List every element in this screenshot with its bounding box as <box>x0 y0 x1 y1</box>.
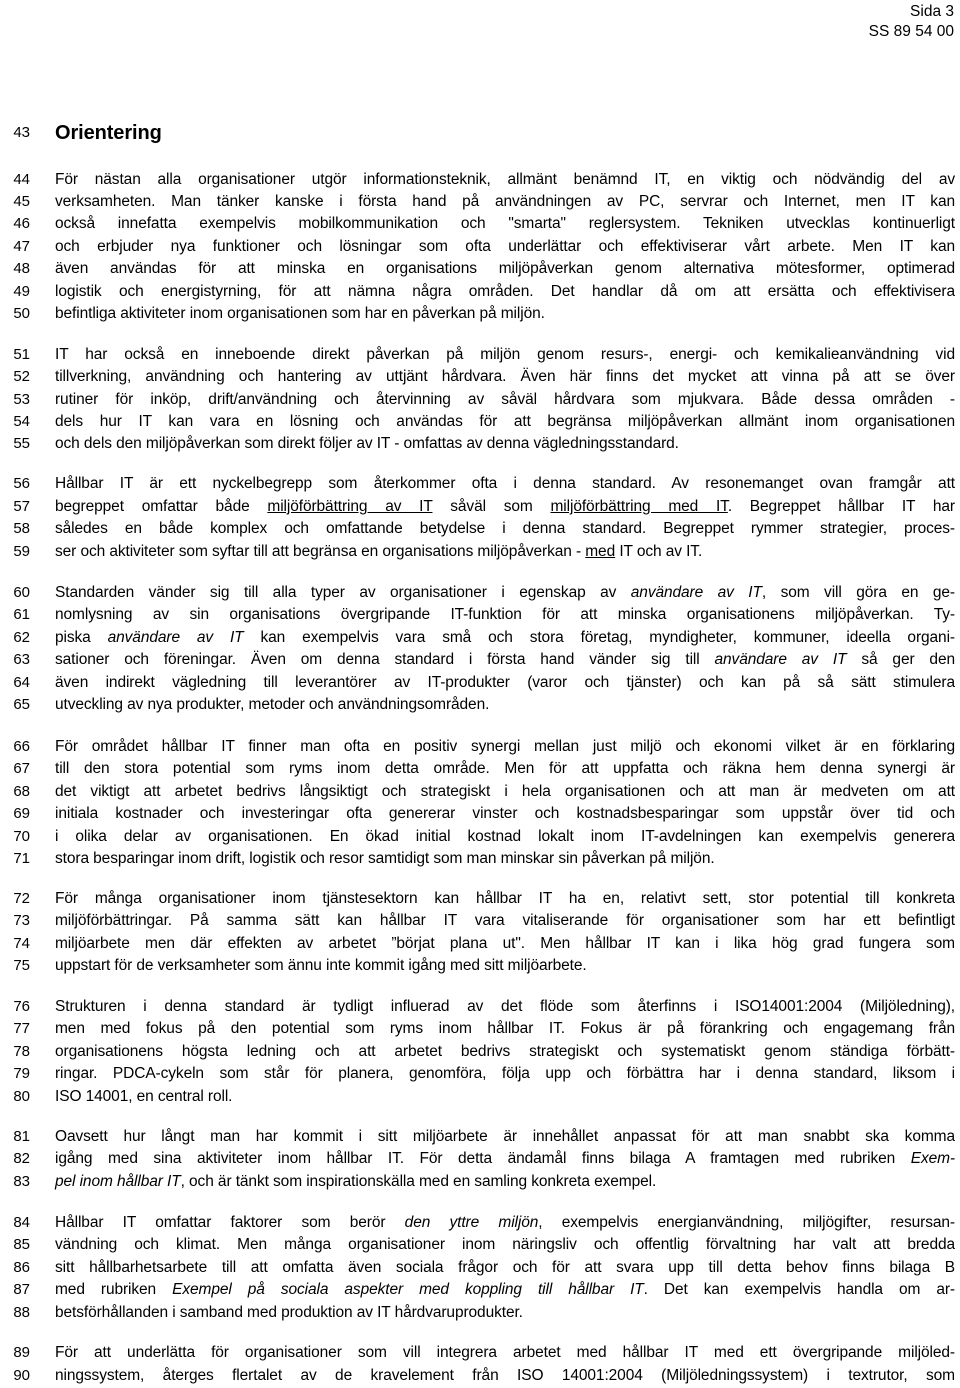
line-text: till den stora potential som ryms inom detta område. Men för att uppfatta och räkna hem denna synergi är <box>55 760 955 777</box>
line-text: pel inom hållbar IT, och är tänkt som inspirationskälla med en samling konkreta exempel. <box>55 1173 657 1190</box>
line-number: 58 <box>13 520 30 537</box>
line-text: med rubriken Exempel på sociala aspekter med koppling till hållbar IT. Det kan exempelvis handla om ar- <box>55 1281 955 1298</box>
line-number: 54 <box>13 413 30 430</box>
page-number: Sida 3 <box>910 3 954 20</box>
line-text: i olika delar av organisationen. En ökad initial kostnad lokalt inom IT-avdelningen kan exempelvis generera <box>55 828 955 845</box>
line-text: igång med sina aktiviteter inom hållbar IT. För detta ändamål finns bilaga A framtagen med rubriken Exem- <box>55 1150 955 1167</box>
line-text: men med fokus på den potential som ryms inom hållbar IT. Fokus är på förankring och engagemang från <box>55 1020 955 1037</box>
line-text: och dels den miljöpåverkan som direkt följer av IT - omfattas av denna vägledningsstandard. <box>55 435 679 452</box>
line-text: också innefatta exempelvis mobilkommunikation och "smarta" reglersystem. Tekniken utvecklas kontinuerligt <box>55 215 955 232</box>
line-number: 46 <box>13 215 30 232</box>
line-number: 66 <box>13 738 30 755</box>
line-number: 67 <box>13 760 30 777</box>
line-number: 53 <box>13 391 30 408</box>
line-number: 79 <box>13 1065 30 1082</box>
line-number: 83 <box>13 1173 30 1190</box>
line-text: organisationens högsta ledning och att arbetet bedrivs strategiskt och systematiskt genom ständiga förbätt- <box>55 1043 955 1060</box>
line-number: 81 <box>13 1128 30 1145</box>
line-text: även indirekt vägledning till leverantörer av IT-produkter (varor och tjänster) och kan på så sätt stimulera <box>55 674 955 691</box>
line-text: För nästan alla organisationer utgör informationsteknik, allmänt benämnd IT, en viktig och nödvändig del av <box>55 171 955 188</box>
line-text: sitt hållbarhetsarbete till att omfatta även sociala frågor och för att svara upp till detta behov finns bilaga B <box>55 1259 955 1276</box>
line-number: 72 <box>13 890 30 907</box>
line-number: 57 <box>13 498 30 515</box>
line-number: 50 <box>13 305 30 322</box>
line-text: utveckling av nya produkter, metoder och användningsområden. <box>55 696 490 713</box>
line-number: 69 <box>13 805 30 822</box>
line-number: 51 <box>13 346 30 363</box>
line-number: 88 <box>13 1304 30 1321</box>
line-text: det viktigt att arbetet bedrivs långsiktigt och strategiskt i hela organisationen och att man är medveten om att <box>55 783 955 800</box>
line-number: 85 <box>13 1236 30 1253</box>
line-number: 78 <box>13 1043 30 1060</box>
line-text: vändning och klimat. Men många organisationer inom näringsliv och offentlig förvaltning har valt att bredda <box>55 1236 955 1253</box>
line-text: För området hållbar IT finner man ofta en positiv synergi mellan just miljö och ekonomi vilket är en förklaring <box>55 738 955 755</box>
line-number: 47 <box>13 238 30 255</box>
line-text: initiala kostnader och investeringar ofta genererar vinster och kostnadsbesparingar som uppstår över tid och <box>55 805 955 822</box>
line-number: 87 <box>13 1281 30 1298</box>
standard-number: SS 89 54 00 <box>868 23 954 40</box>
line-text: verksamheten. Man tänker kanske i första hand på användningen av PC, servrar och Internet, men IT kan <box>55 193 955 210</box>
line-text: nomlysning av sin organisations övergripande IT-funktion för att minska organisationens miljöpåverkan. Ty- <box>55 606 955 623</box>
line-text: och erbjuder nya funktioner och lösningar som ofta underlättar och effektiviserar vårt arbete. Men IT kan <box>55 238 955 255</box>
line-text: piska användare av IT kan exempelvis vara små och stora företag, myndigheter, kommuner, ideella organi- <box>55 629 955 646</box>
line-text: logistik och energistyrning, för att nämna några områden. Det handlar då om att ersätta och effektivisera <box>55 283 955 300</box>
line-number: 75 <box>13 957 30 974</box>
line-text: ISO 14001, en central roll. <box>55 1088 233 1105</box>
line-number: 63 <box>13 651 30 668</box>
line-number: 64 <box>13 674 30 691</box>
line-number: 52 <box>13 368 30 385</box>
line-number: 60 <box>13 584 30 601</box>
line-text: stora besparingar inom drift, logistik och resor samtidigt som man minskar sin påverkan på miljön. <box>55 850 715 867</box>
line-number: 59 <box>13 543 30 560</box>
line-number: 48 <box>13 260 30 277</box>
line-number: 55 <box>13 435 30 452</box>
line-text: ningssystem, återges flertalet av de kravelement från ISO 14001:2004 (Miljöledningssystem) i textrutor, som <box>55 1367 955 1384</box>
line-text: sationer och föreningar. Även om denna standard i första hand vänder sig till användare av IT så ger den <box>55 651 955 668</box>
line-number: 84 <box>13 1214 30 1231</box>
line-text: För många organisationer inom tjänstesektorn kan hållbar IT ha en, relativt sett, stor potential till konkreta <box>55 890 955 907</box>
section-title: Orientering <box>55 122 162 144</box>
line-text: ser och aktiviteter som syftar till att begränsa en organisations miljöpåverkan - med IT och av IT. <box>55 543 703 560</box>
line-number: 89 <box>13 1344 30 1361</box>
line-text: IT har också en inneboende direkt påverkan på miljön genom resurs-, energi- och kemikalieanvändning vid <box>55 346 955 363</box>
line-text: miljöarbete men där effekten av arbetet ”börjat plana ut". Men hållbar IT kan i lika hög grad fungera som <box>55 935 955 952</box>
line-number: 56 <box>13 475 30 492</box>
line-number: 43 <box>13 124 30 141</box>
line-text: således en både komplex och omfattande betydelse i denna standard. Begreppet rymmer strategier, proces- <box>55 520 955 537</box>
line-number: 61 <box>13 606 30 623</box>
line-number: 73 <box>13 912 30 929</box>
line-number: 44 <box>13 171 30 188</box>
line-text: Strukturen i denna standard är tydligt influerad av det flöde som återfinns i ISO14001:2004 (Miljöledning), <box>55 998 955 1015</box>
line-text: rutiner för inköp, drift/användning och återvinning av såväl hårdvara som mjukvara. Både dessa områden - <box>55 391 955 408</box>
line-text: För att underlätta för organisationer som vill integrera arbetet med hållbar IT med ett övergripande miljöled- <box>55 1344 955 1361</box>
line-number: 71 <box>13 850 30 867</box>
line-text: Hållbar IT omfattar faktorer som berör den yttre miljön, exempelvis energianvändning, miljögifter, resursan- <box>55 1214 955 1231</box>
line-number: 80 <box>13 1088 30 1105</box>
line-number: 76 <box>13 998 30 1015</box>
line-number: 90 <box>13 1367 30 1384</box>
line-text: begreppet omfattar både miljöförbättring av IT såväl som miljöförbättring med IT. Begreppet hållbar IT har <box>55 498 955 515</box>
line-number: 86 <box>13 1259 30 1276</box>
line-text: betsförhållanden i samband med produktion av IT hårdvaruprodukter. <box>55 1304 523 1321</box>
line-text: Oavsett hur långt man har kommit i sitt miljöarbete är innehållet anpassat för att man snabbt ska komma <box>55 1128 955 1145</box>
line-text: Standarden vänder sig till alla typer av organisationer i egenskap av användare av IT, som vill göra en ge- <box>55 584 955 601</box>
line-number: 68 <box>13 783 30 800</box>
line-text: ringar. PDCA-cykeln som står för planera, genomföra, följa upp och förbättra har i denna standard, liksom i <box>55 1065 955 1082</box>
line-number: 74 <box>13 935 30 952</box>
line-number: 49 <box>13 283 30 300</box>
line-number: 65 <box>13 696 30 713</box>
page-header <box>869 2 954 42</box>
line-number: 82 <box>13 1150 30 1167</box>
line-number: 70 <box>13 828 30 845</box>
line-text: miljöförbättringar. På samma sätt kan hållbar IT vara vitaliserande för organisationer som har ett befintligt <box>55 912 955 929</box>
line-text: uppstart för de verksamheter som ännu inte kommit igång med sitt miljöarbete. <box>55 957 587 974</box>
line-text: Hållbar IT är ett nyckelbegrepp som återkommer ofta i denna standard. Av resonemanget ovan framgår att <box>55 475 955 492</box>
line-text: tillverkning, användning och hantering av uttjänt hårdvara. Även här finns det mycket att vinna på att se över <box>55 368 955 385</box>
line-text: befintliga aktiviteter inom organisationen som har en påverkan på miljön. <box>55 305 545 322</box>
line-text: dels hur IT kan vara en lösning och användas för att begränsa miljöpåverkan allmänt inom organisationen <box>55 413 955 430</box>
line-number: 62 <box>13 629 30 646</box>
line-number: 77 <box>13 1020 30 1037</box>
line-number: 45 <box>13 193 30 210</box>
line-text: även användas för att minska en organisations miljöpåverkan genom alternativa mötesformer, optimerad <box>55 260 955 277</box>
